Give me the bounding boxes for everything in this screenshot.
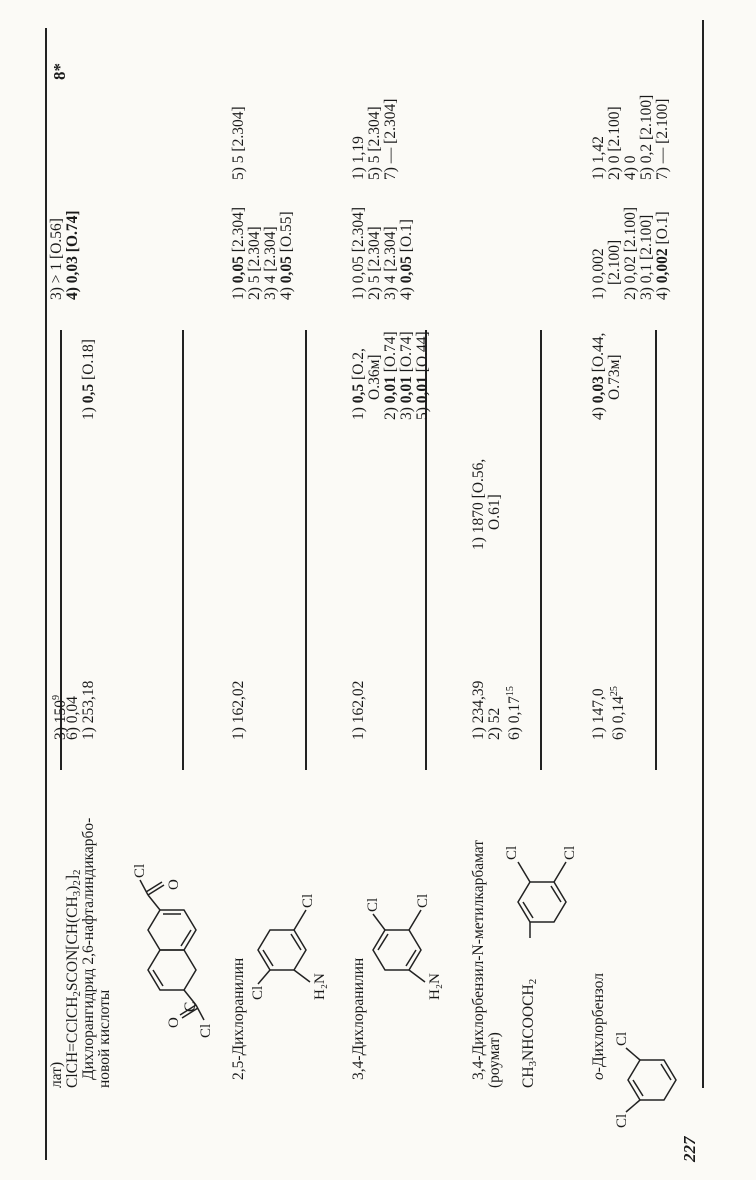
row6-prop2: 6) 0,14$^{25}$ — [609, 686, 627, 740]
row4-col5-4: 4) 0,05 [O.1] — [398, 219, 415, 300]
row6-col5-4: 3) 0,1 [2.100] — [638, 214, 655, 300]
row5-col3-2: O.61] — [486, 494, 503, 530]
row4-col4-1: 1) 0,5 [O.2, — [350, 348, 367, 420]
row1-col5-1: 3) > 1 [O.56] — [48, 218, 65, 300]
row3-col5-1: 1) 0,05 [2.304] — [230, 207, 247, 300]
svg-text:Cl: Cl — [365, 897, 381, 912]
row6-col6-2: 2) 0 [2.100] — [606, 106, 623, 180]
row2-name-line2: новой кислоты — [96, 989, 113, 1088]
svg-text:H₂N: H₂N — [427, 973, 443, 1000]
row4-col5-3: 3) 4 [2.304] — [382, 226, 399, 300]
row4-col5-2: 2) 5 [2.304] — [366, 226, 383, 300]
row2-col4-1: 1) 0,5 [O.18] — [80, 339, 97, 420]
row4-col6-2: 5) 5 [2.304] — [366, 106, 383, 180]
row4-col5-1: 1) 0,05 [2.304] — [350, 207, 367, 300]
row2-name-line1: Дихлорангидрид 2,6-нафталиндикарбо- — [80, 817, 97, 1080]
dichloroaniline-34-structure — [355, 840, 465, 1100]
o-dichlorobenzene-structure — [600, 970, 710, 1130]
signature-mark: 8* — [50, 63, 69, 80]
row6-col4-1: 4) 0,03 [O.44, — [590, 332, 607, 420]
row6-col5-1: 1) 0,002 — [590, 248, 607, 300]
row5-name-line3: $CH_3NHCOOCH_2$ — [520, 978, 539, 1088]
naph-c-left: C — [182, 1001, 199, 1012]
row5-name-line1: 3,4-Дихлорбензил-N-метилкарбамат — [470, 839, 487, 1080]
svg-text:O: O — [166, 879, 182, 890]
svg-text:Cl: Cl — [504, 845, 520, 860]
svg-text:Cl: Cl — [614, 1113, 630, 1128]
row6-col5-3: 2) 0,02 [2.100] — [622, 207, 639, 300]
row3-col5-2: 2) 5 [2.304] — [246, 226, 263, 300]
row3-name: 2,5-Дихлоранилин — [230, 957, 247, 1080]
column-rule-3 — [305, 330, 307, 770]
row6-col5-2: [2.100] — [606, 239, 623, 285]
svg-text:Cl: Cl — [132, 863, 148, 878]
column-rule-2 — [182, 330, 184, 770]
row3-prop1: 1) 162,02 — [230, 680, 247, 740]
row6-name: о-Дихлорбензол — [590, 973, 607, 1080]
row3-col5-4: 4) 0,05 [O.55] — [278, 211, 295, 300]
row6-col6-5: 7) — [2.100] — [654, 98, 671, 180]
row4-col6-3: 7) — [2.304] — [382, 98, 399, 180]
svg-text:Cl: Cl — [250, 985, 266, 1000]
row6-col6-3: 4) 0 — [622, 155, 639, 180]
row5-prop2: 2) 52 — [486, 707, 503, 740]
row1-prop1: 3) $150^9$ — [51, 694, 69, 740]
row5-prop3: 6) 0,17$^{15}$ — [505, 686, 523, 740]
row6-col6-4: 5) 0,2 [2.100] — [638, 94, 655, 180]
column-rule-6 — [655, 330, 657, 770]
row3-col6-1: 5) 5 [2.304] — [230, 106, 247, 180]
row5-col3-1: 1) 1870 [O.56, — [470, 458, 487, 550]
table-rule-top — [45, 28, 47, 1160]
page-number: 227 — [680, 1136, 699, 1162]
svg-text:Cl: Cl — [415, 893, 431, 908]
row4-prop1: 1) 162,02 — [350, 680, 367, 740]
row4-col4-3: 2) 0,01 [O.74] — [382, 331, 399, 420]
roumat-structure — [490, 740, 600, 1000]
row6-col6-1: 1) 1,42 — [590, 136, 607, 180]
svg-text:O: O — [166, 1017, 182, 1028]
svg-text:Cl: Cl — [614, 1031, 630, 1046]
row6-prop1: 1) 147,0 — [590, 688, 607, 740]
row1-name-line2: $ClCH=CClCH_2SCON[CH(CH_3)_2]_2$ — [64, 869, 83, 1088]
row2-prop1: 1) 253,18 — [80, 680, 97, 740]
row4-col6-1: 1) 1,19 — [350, 136, 367, 180]
row4-name: 3,4-Дихлоранилин — [350, 957, 367, 1080]
svg-text:Cl: Cl — [198, 1023, 214, 1038]
row1-name-line1: лат) — [48, 1061, 65, 1088]
svg-text:Cl: Cl — [300, 893, 316, 908]
row1-prop2: 6) 0,04 — [64, 696, 81, 740]
row4-col4-4: 3) 0,01 [O.74] — [398, 331, 415, 420]
svg-text:Cl: Cl — [562, 845, 578, 860]
row1-col5-2: 4) 0,03 [O.74] — [64, 210, 81, 300]
row4-col4-2: O.36м] — [366, 354, 383, 400]
svg-text:H₂N: H₂N — [312, 973, 328, 1000]
column-rule-5 — [540, 330, 542, 770]
row3-col5-3: 3) 4 [2.304] — [262, 226, 279, 300]
row6-col4-2: O.73м] — [606, 354, 623, 400]
row4-col4-5: 5) 0,01 [O.44] — [414, 331, 431, 420]
row5-name-line2: (роумат) — [486, 1032, 503, 1088]
table-rule-bottom — [702, 20, 704, 1088]
dichloroaniline-25-structure — [240, 840, 350, 1100]
row5-prop1: 1) 234,39 — [470, 680, 487, 740]
row6-col5-5: 4) 0,002 [O.1] — [654, 211, 671, 300]
